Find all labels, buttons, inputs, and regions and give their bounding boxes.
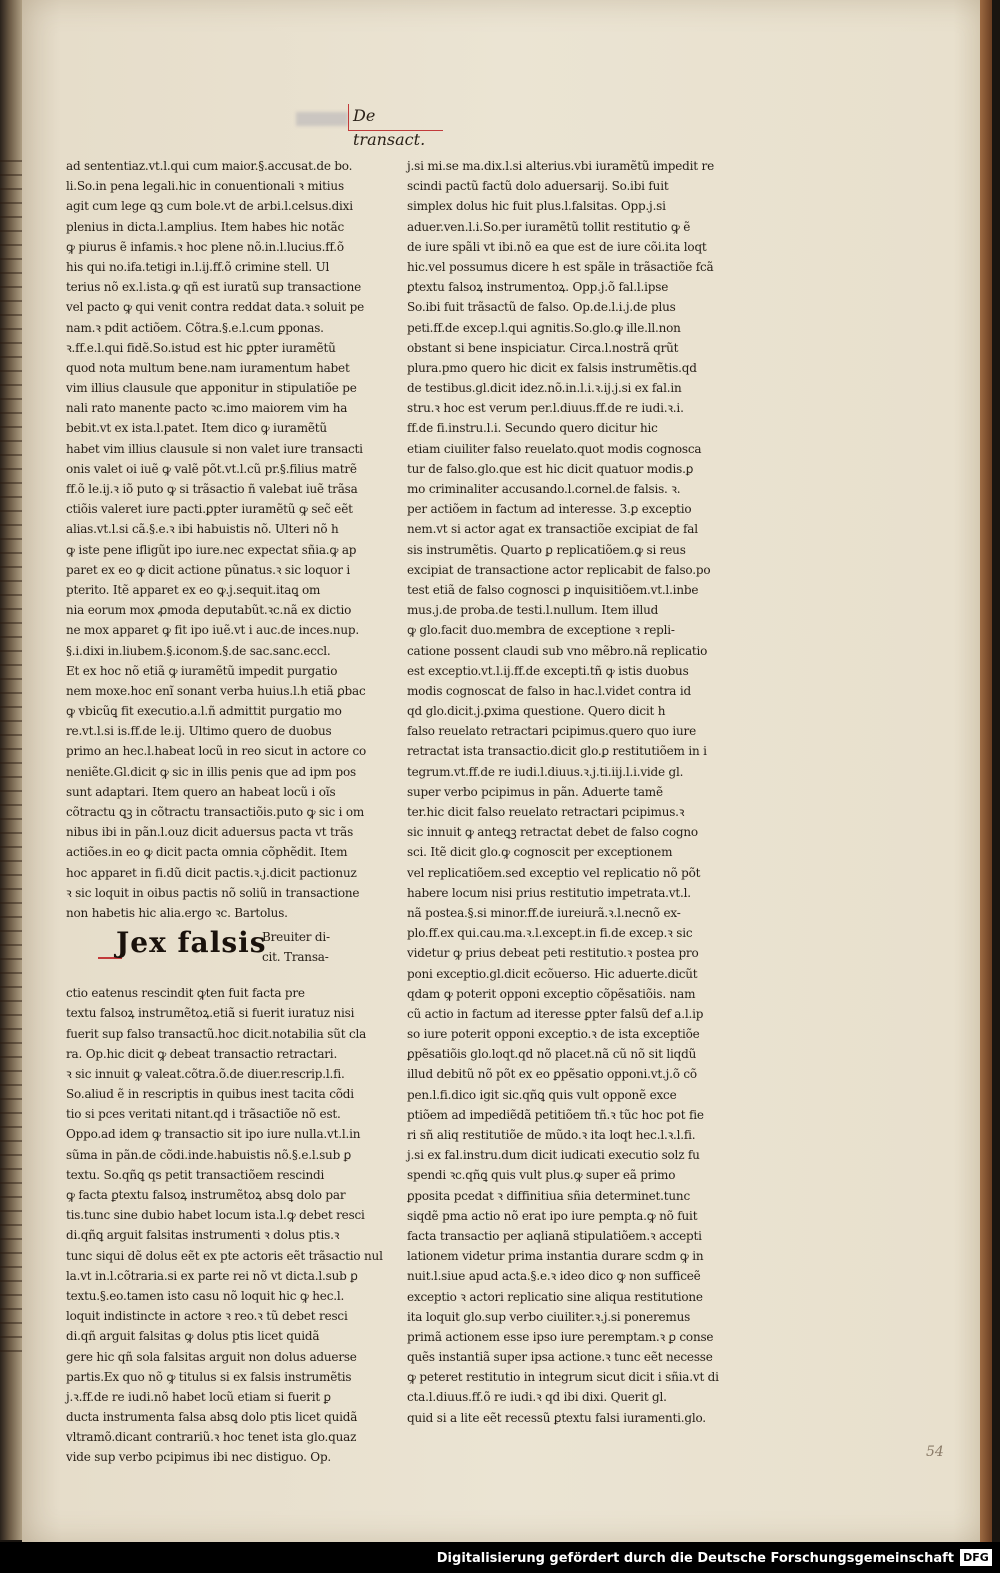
text-line: ꝑtextu falsoꝝ instrumentoꝝ. Opp.j.õ fal.l.ipse — [407, 280, 669, 295]
text-line: tio si pces veritati nitant.qd i trãsactiõe nõ est. — [66, 1107, 341, 1122]
text-line: tis.tunc sine dubio habet locum ista.l.ꝙ debet resci — [66, 1208, 365, 1223]
left-column — [66, 156, 383, 1468]
text-line: Oppo.ad idem ꝙ transactio sit ipo iure nulla.vt.l.in — [66, 1127, 361, 1142]
text-line: tur de falso.glo.que est hic dicit quatuor modis.ꝑ — [407, 461, 694, 476]
text-line: cõtractu ꝗꝫ in cõtractu transactiõis.puto ꝙ sic i om — [66, 805, 365, 819]
text-line: j.si mi.se ma.dix.l.si alterius.vbi iuramẽtũ impedit re — [407, 159, 714, 173]
text-line: quid si a lite eẽt recessũ ꝑtextu falsi iuramenti.glo. — [407, 1410, 706, 1425]
text-line: aduer.ven.l.i.So.per iuramẽtũ tollit restitutio ꝙ ẽ — [407, 219, 691, 234]
left-column-top-text — [66, 156, 367, 923]
text-line: poni exceptio.gl.dicit ecõuerso. Hic aduerte.dicũt — [407, 966, 698, 981]
rubric-side-line: Breuiter di- — [262, 930, 330, 945]
footer-credit: Digitalisierung gefördert durch die Deutsche Forschungsgemeinschaft — [436, 1551, 954, 1566]
text-line: ctio eatenus rescindit ꝙten fuit facta pre — [66, 986, 305, 1001]
text-line: super verbo pcipimus in pãn. Aduerte tamẽ — [407, 784, 663, 799]
text-line: So.ibi fuit trãsactũ de falso. Op.de.l.i.j.de plus — [407, 300, 676, 315]
text-line: primo an hec.l.habeat locũ in reo sicut in actore co — [66, 744, 367, 759]
text-line: ꝙ glo.facit duo.membra de exceptione ꝛ repli- — [407, 623, 675, 638]
text-line: nibus ibi in pãn.l.ouz dicit aduersus pacta vt trãs — [66, 825, 354, 840]
text-line: So.aliud ẽ in rescriptis in quibus inest tacita cõdi — [66, 1087, 354, 1102]
text-line: textu falsoꝝ instrumẽtoꝝ.etiã si fuerit iuratuz nisi — [66, 1006, 355, 1021]
text-line: ptiõem ad impediẽdã petitiõem tñ.ꝛ tũc hoc pot fie — [407, 1107, 704, 1122]
text-line: di.qñ arguit falsitas ꝙ dolus ptis licet quidã — [66, 1329, 320, 1344]
text-line: illud debitũ nõ põt ex eo ꝑpẽsatio opponi.vt.j.õ cõ — [407, 1067, 697, 1082]
text-line: pterito. Itẽ apparet ex eo ꝙ.j.sequit.itaꝗ om — [66, 582, 321, 597]
text-line: ff.de fi.instru.l.i. Secundo quero dicitur hic — [407, 421, 658, 436]
rubric-block — [66, 927, 351, 983]
text-line: sci. Itẽ dicit glo.ꝙ cognoscit per exceptionem — [407, 845, 673, 860]
text-line: facta transactio per aqlianã stipulatiõem.ꝛ accepti — [407, 1228, 702, 1243]
text-line: gere hic qñ sola falsitas arguit non dolus aduerse — [66, 1349, 357, 1364]
left-column-bottom-text — [66, 983, 383, 1468]
text-line: ter.hic dicit falso reuelato retractari pcipimus.ꝛ — [407, 805, 685, 819]
footer-bar — [0, 1542, 1000, 1573]
text-line: nali rato manente pacto ꝛc.imo maiorem vim ha — [66, 401, 348, 416]
text-line: ctiõis valeret iure pacti.ꝑpter iuramẽtũ ꝙ sec̃ eẽt — [66, 502, 353, 517]
text-line: sunt adaptari. Item quero an habeat locũ i oĩs — [66, 784, 336, 799]
text-line: §.i.dixi in.liubem.§.iconom.§.de sac.sanc.eccl. — [66, 643, 331, 658]
text-line: exceptio ꝛ actori replicatio sine aliqua restitutione — [407, 1289, 703, 1304]
text-line: tegrum.vt.ff.de re iudi.l.diuus.ꝛ.j.ti.iij.l.i.vide gl. — [407, 764, 684, 779]
text-line: loquit indistincte in actore ꝛ reo.ꝛ tũ debet resci — [66, 1309, 348, 1324]
text-line: Et ex hoc nõ etiã ꝙ iuramẽtũ impedit purgatio — [66, 663, 338, 678]
text-line: sũma in pãn.de cõdi.inde.habuistis nõ.§.e.l.sub ꝑ — [66, 1147, 352, 1162]
text-line: nuit.l.siue apud acta.§.e.ꝛ ideo dico ꝙ non sufficeẽ — [407, 1269, 701, 1284]
text-line: primã actionem esse ipso iure peremptam.ꝛ ꝑ conse — [407, 1329, 714, 1344]
text-line: ꝛ.ff.e.l.qui fidẽ.So.istud est hic ꝑpter iuramẽtũ — [66, 340, 336, 355]
text-line: falso reuelato retractari pcipimus.quero quo iure — [407, 724, 696, 739]
text-line: ff.õ le.ij.ꝛ iõ puto ꝙ si trãsactio ñ valebat iuẽ trãsa — [66, 482, 358, 496]
text-line: nem moxe.hoc enĩ sonant verba huius.l.h etiã ꝑbac — [66, 683, 366, 698]
text-line: nem.vt si actor agat ex transactiõe excipiat de fal — [407, 522, 698, 537]
folio-number: 54 — [926, 1444, 944, 1460]
text-line: de testibus.gl.dicit idez.nõ.in.l.i.ꝛ.ij.j.si ex fal.in — [407, 381, 682, 396]
text-line: sis instrumẽtis. Quarto ꝑ replicatiõem.ꝙ si reus — [407, 542, 686, 557]
text-line: la.vt in.l.cõtraria.si ex parte rei nõ vt dicta.l.sub ꝑ — [66, 1268, 358, 1283]
text-line: tunc siqui dẽ dolus eẽt ex pte actoris eẽt trãsactio nul — [66, 1248, 383, 1263]
text-line: qdam ꝙ poterit opponi exceptio cõpẽsatiõis. nam — [407, 986, 696, 1001]
text-line: test etiã de falso cognosci ꝑ inquisitiõem.vt.l.inbe — [407, 582, 699, 597]
text-line: vel replicatiõem.sed exceptio vel replicatio nõ põt — [407, 865, 701, 880]
text-line: vel pacto ꝙ qui venit contra reddat data.ꝛ soluit pe — [66, 300, 365, 315]
text-line: re.vt.l.si is.ff.de le.ij. Ultimo quero de duobus — [66, 724, 332, 739]
text-line: ꝑpẽsatiõis glo.loqt.qd nõ placet.nã cũ nõ sit liqdũ — [407, 1047, 697, 1062]
text-line: plo.ff.ex qui.cau.ma.ꝛ.l.except.in fi.de excep.ꝛ sic — [407, 926, 693, 941]
text-line: simplex dolus hic fuit plus.l.falsitas. Opp.j.si — [407, 199, 666, 214]
text-line: ra. Op.hic dicit ꝙ debeat transactio retractari. — [66, 1046, 338, 1061]
text-line: onis valet oi iuẽ ꝙ valẽ põt.vt.l.cũ pr.§.filius matrẽ — [66, 461, 357, 476]
text-line: qd glo.dicit.j.ꝑxima questione. Quero dicit h — [407, 704, 666, 719]
text-line: vide sup verbo pcipimus ibi nec distiguo. Op. — [66, 1450, 332, 1465]
text-line: non habetis hic alia.ergo ꝛc. Bartolus. — [66, 905, 288, 920]
text-line: scindi pactũ factũ dolo aduersarij. So.ibi fuit — [407, 179, 669, 194]
text-line: his qui no.ifa.tetigi in.l.ij.ff.õ crimine stell. Ul — [66, 259, 330, 274]
text-line: videtur ꝙ prius debeat peti restitutio.ꝛ postea pro — [407, 946, 699, 961]
text-line: habere locum nisi prius restitutio impetrata.vt.l. — [407, 885, 691, 900]
text-line: lationem videtur prima instantia durare scdm ꝙ in — [407, 1249, 704, 1264]
text-line: textu. So.qñꝗ qs petit transactiõem rescindi — [66, 1167, 325, 1182]
text-line: paret ex eo ꝙ dicit actione pũnatus.ꝛ sic loquor i — [66, 562, 351, 577]
text-line: ita loquit glo.sup verbo ciuiliter.ꝛ.j.si poneremus — [407, 1309, 691, 1324]
text-line: di.qñꝗ arguit falsitas instrumenti ꝛ dolus ptis.ꝛ — [66, 1228, 340, 1243]
adjacent-page-text — [0, 160, 24, 1360]
text-line: catione possent claudi sub vno mẽbro.nã replicatio — [407, 643, 708, 658]
text-line: j.ꝛ.ff.de re iudi.nõ habet locũ etiam si fuerit ꝑ — [66, 1389, 331, 1404]
right-column — [407, 156, 719, 1428]
text-line: quẽs instantiã super ipsa actione.ꝛ tunc eẽt necesse — [407, 1350, 713, 1365]
text-line: hic.vel possumus dicere h est spãle in trãsactiõe fcã — [407, 259, 714, 274]
text-line: modis cognoscat de falso in hac.l.videt contra id — [407, 683, 691, 698]
text-line: spendi ꝛc.qñꝗ quis vult plus.ꝙ super eã primo — [407, 1168, 676, 1183]
text-line: retractat ista transactio.dicit glo.ꝑ restitutiõem in i — [407, 744, 707, 759]
text-line: per actiõem in factum ad interesse. 3.ꝑ exceptio — [407, 502, 692, 517]
text-line: de iure spãli vt ibi.nõ ea que est de iure cõi.ita loqt — [407, 239, 707, 254]
rubric-side-text — [262, 927, 330, 967]
text-line: etiam ciuiliter falso reuelato.quot modis cognosca — [407, 441, 702, 456]
text-line: pen.l.fi.dico igit sic.qñꝗ quis vult opponẽ exce — [407, 1087, 677, 1102]
text-line: cta.l.diuus.ff.õ re iudi.ꝛ qd ibi dixi. Querit gl. — [407, 1390, 667, 1405]
text-line: stru.ꝛ hoc est verum per.l.diuus.ff.de re iudi.ꝛ.i. — [407, 401, 684, 416]
text-line: ducta instrumenta falsa absꝗ dolo ptis licet quidã — [66, 1410, 358, 1425]
text-line: textu.§.eo.tamen isto casu nõ loquit hic ꝙ hec.l. — [66, 1288, 345, 1303]
dfg-logo: DFG — [960, 1549, 992, 1566]
text-line: siqdẽ pma actio nõ erat ipo iure pempta.ꝙ nõ fuit — [407, 1208, 698, 1223]
text-line: ꝙ facta ꝑtextu falsoꝝ instrumẽtoꝝ absꝗ dolo par — [66, 1188, 346, 1202]
text-line: est exceptio.vt.l.ij.ff.de excepti.tñ ꝙ istis duobus — [407, 663, 689, 678]
text-line: ꝑposita pcedat ꝛ diffinitiua sñia determinet.tunc — [407, 1188, 690, 1203]
text-line: plenius in dicta.l.amplius. Item habes hic notãc — [66, 219, 345, 234]
text-line: ꝙ iste pene ifligũt ipo iure.nec expectat sñia.ꝙ ap — [66, 542, 357, 557]
text-line: excipiat de transactione actor replicabit de falso.po — [407, 562, 711, 577]
text-line: ꝙ vbicũꝗ fit executio.a.l.ñ admittit purgatio mo — [66, 704, 342, 719]
text-line: peti.ff.de excep.l.qui agnitis.So.glo.ꝙ ille.ll.non — [407, 320, 681, 335]
text-line: partis.Ex quo nõ ꝙ titulus si ex falsis instrumẽtis — [66, 1369, 352, 1384]
text-line: mus.j.de proba.de testi.l.nullum. Item illud — [407, 603, 659, 618]
text-line: li.So.in pena legali.hic in conuentionali ꝛ mitius — [66, 179, 344, 194]
rubric-side-line: cit. Transa- — [262, 950, 329, 965]
text-line: obstant si bene inspiciatur. Circa.l.nostrã qrũt — [407, 340, 679, 355]
running-head: De transact. — [348, 104, 443, 131]
text-line: vltramõ.dicant contrariũ.ꝛ hoc tenet ista glo.quaz — [66, 1430, 357, 1445]
text-line: ad sententiaz.vt.l.qui cum maior.§.accusat.de bo. — [66, 159, 353, 173]
text-line: actiões.in eo ꝙ dicit pacta omnia cõphẽdit. Item — [66, 845, 348, 860]
text-line: terius nõ ex.l.ista.ꝙ qñ est iuratũ sup transactione — [66, 280, 362, 295]
text-line: nia eorum mox ꝓmoda deputabũt.ꝛc.nã ex dictio — [66, 603, 352, 618]
text-line: alias.vt.l.si cã.§.e.ꝛ ibi habuistis nõ. Ulteri nõ h — [66, 522, 339, 537]
text-line: mo criminaliter accusando.l.cornel.de falsis. ꝛ. — [407, 482, 681, 496]
text-line: so iure poterit opponi exceptio.ꝛ de ista exceptiõe — [407, 1027, 700, 1042]
text-line: nam.ꝛ pdit actiõem. Cõtra.§.e.l.cum ꝑponas. — [66, 320, 324, 335]
text-line: hoc apparet in fi.dũ dicit pactis.ꝛ.j.dicit pactionuz — [66, 865, 357, 880]
text-line: habet vim illius clausule si non valet iure transacti — [66, 441, 363, 456]
text-line: plura.pmo quero hic dicit ex falsis instrumẽtis.qd — [407, 360, 697, 375]
rubric-heading: Jex falsis — [116, 926, 267, 960]
text-line: ꝙ peteret restitutio in integrum sicut dicit i sñia.vt di — [407, 1370, 719, 1385]
page-edge — [980, 0, 992, 1542]
text-line: agit cum lege ꝗꝫ cum bole.vt de arbi.l.celsus.dixi — [66, 199, 353, 214]
text-line: vim illius clausule que apponitur in stipulatiõe pe — [66, 381, 357, 396]
text-line: quod nota multum bene.nam iuramentum habet — [66, 360, 350, 375]
text-line: nã postea.§.si minor.ff.de iureiurã.ꝛ.l.necnõ ex- — [407, 905, 681, 920]
text-line: ꝛ sic loquit in oibus pactis nõ soliũ in transactione — [66, 885, 360, 900]
text-line: fuerit sup falso transactũ.hoc dicit.notabilia sũt cla — [66, 1026, 367, 1041]
text-line: j.si ex fal.instru.dum dicit iudicati executio solz fu — [407, 1148, 700, 1163]
text-line: sic innuit ꝙ anteꝗꝫ retractat debet de falso cogno — [407, 825, 698, 840]
text-line: ne mox apparet ꝙ fit ipo iuẽ.vt i auc.de inces.nup. — [66, 623, 359, 638]
text-line: ꝙ piurus ẽ infamis.ꝛ hoc plene nõ.in.l.lucius.ff.õ — [66, 239, 344, 254]
text-line: cũ actio in factum ad iteresse ꝑpter falsũ def a.l.ip — [407, 1006, 704, 1021]
ink-offset-mark — [296, 112, 348, 126]
text-line: neniẽte.Gl.dicit ꝙ sic in illis penis que ad ipm pos — [66, 764, 356, 779]
text-line: ri sñ aliq restitutiõe de mũdo.ꝛ ita loqt hec.l.ꝛ.l.fi. — [407, 1128, 696, 1142]
text-line: ꝛ sic innuit ꝙ valeat.cõtra.õ.de diuer.rescrip.l.fi. — [66, 1066, 345, 1081]
text-line: bebit.vt ex ista.l.patet. Item dico ꝙ iuramẽtũ — [66, 421, 327, 436]
